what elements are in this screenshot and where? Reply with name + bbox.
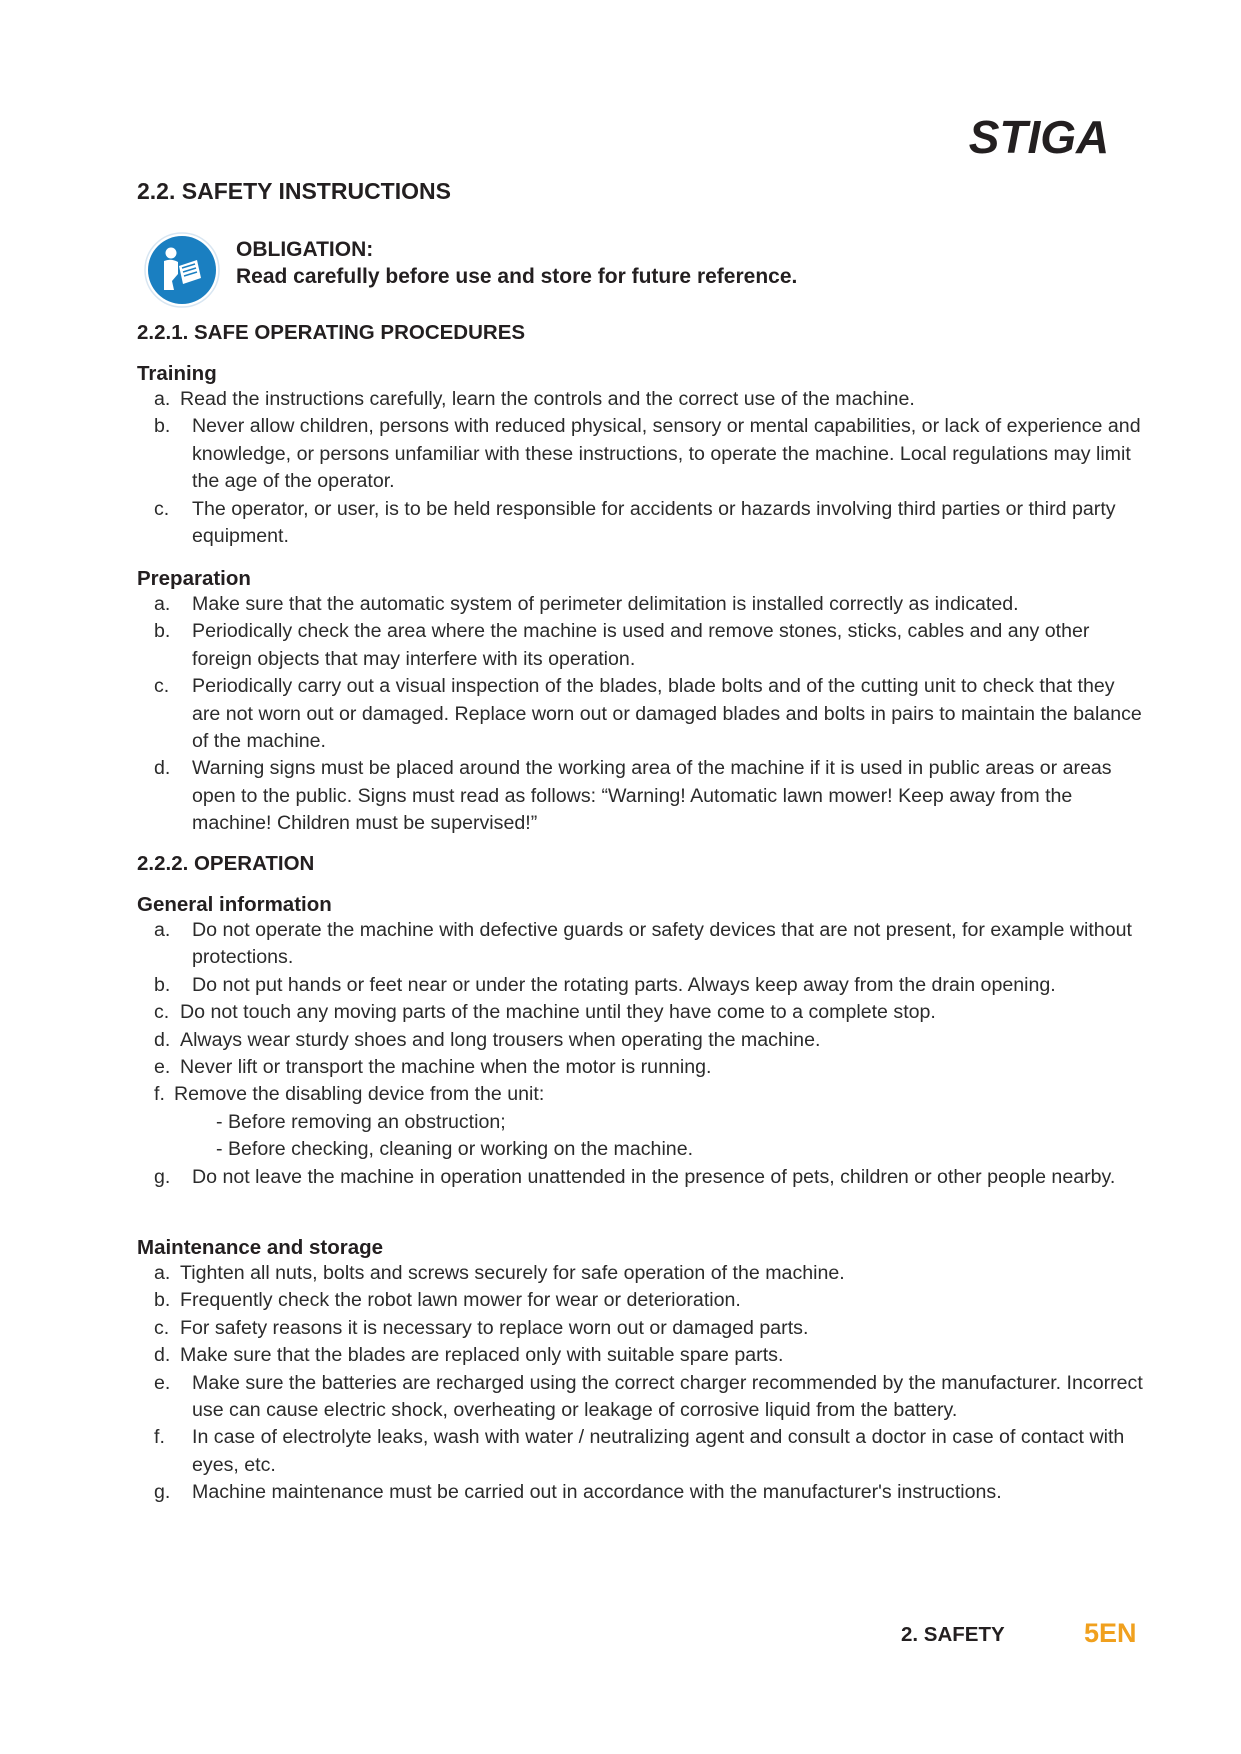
list-item: [137, 1260, 1147, 1287]
item-letter: d.: [154, 1344, 171, 1367]
list-item: [137, 1342, 1147, 1369]
item-text: Read the instructions carefully, learn the controls and the correct use of the machine.: [180, 388, 915, 410]
item-text: Do not operate the machine with defective guards or safety devices that are not present, for example without protections.: [192, 919, 1132, 969]
item-letter: c.: [154, 1316, 170, 1339]
item-letter: f.: [154, 1083, 165, 1106]
item-letter: a.: [154, 593, 171, 615]
list-item: [137, 1479, 1147, 1506]
list-item: [137, 1424, 1147, 1479]
list-item: [137, 673, 1147, 755]
list-item: [137, 1027, 1147, 1054]
item-letter: d.: [154, 757, 171, 780]
item-text: Frequently check the robot lawn mower for wear or deterioration.: [180, 1289, 741, 1312]
item-text: Do not put hands or feet near or under the rotating parts. Always keep away from the drain opening.: [192, 973, 1056, 996]
preparation-list: [137, 591, 1147, 838]
training-list: [137, 386, 1147, 550]
list-subitem: [137, 1136, 1147, 1163]
footer-section: 2. SAFETY: [901, 1623, 1005, 1646]
item-text: Make sure the batteries are recharged using the correct charger recommended by the manufacturer. Incorrect use can cause electric shock, overheating or leakage of corrosive liquid from the battery.: [192, 1371, 1143, 1422]
list-item: [137, 591, 1147, 618]
item-text: For safety reasons it is necessary to replace worn out or damaged parts.: [180, 1316, 809, 1339]
item-letter: b.: [154, 973, 171, 996]
svg-text:STIGA: STIGA: [968, 113, 1110, 157]
list-item: [137, 1370, 1147, 1425]
group-title-maintenance: Maintenance and storage: [137, 1236, 384, 1259]
item-text: Do not leave the machine in operation unattended in the presence of pets, children or other people nearby.: [192, 1165, 1116, 1188]
subsection-title-procedures: 2.2.1. SAFE OPERATING PROCEDURES: [137, 321, 526, 344]
list-subitem: [137, 1109, 1147, 1136]
item-text: Remove the disabling device from the unit:: [174, 1083, 545, 1106]
list-item: [137, 755, 1147, 837]
item-text: Tighten all nuts, bolts and screws securely for safe operation of the machine.: [180, 1262, 845, 1284]
item-text: Do not touch any moving parts of the machine until they have come to a complete stop.: [180, 1001, 936, 1024]
general-list: [137, 917, 1147, 1191]
item-text: Warning signs must be placed around the working area of the machine if it is used in public areas or areas open to the public. Signs must read as follows: “Warning! Automatic lawn mower! Keep away from the machine! Children must be supervised!”: [192, 757, 1112, 835]
list-item: [137, 999, 1147, 1026]
list-item: [137, 1081, 1147, 1108]
list-item: [137, 972, 1147, 999]
read-manual-icon: [144, 232, 220, 308]
list-item: [137, 1164, 1147, 1191]
item-letter: b.: [154, 1289, 171, 1312]
item-text: Never allow children, persons with reduced physical, sensory or mental capabilities, or lack of experience and knowledge, or persons unfamiliar with these instructions, to operate the machine. Local regulations may limit the age of the operator.: [192, 415, 1141, 493]
item-letter: f.: [154, 1426, 165, 1449]
subitem-text: - Before checking, cleaning or working on the machine.: [216, 1138, 694, 1161]
group-title-general: General information: [137, 893, 332, 916]
stiga-logo: [951, 113, 1127, 157]
item-letter: b.: [154, 620, 171, 643]
item-letter: c.: [154, 497, 170, 520]
item-text: Never lift or transport the machine when the motor is running.: [180, 1056, 712, 1079]
item-text: Periodically check the area where the machine is used and remove stones, sticks, cables and any other foreign objects that may interfere with its operation.: [192, 620, 1090, 670]
section-title: 2.2. SAFETY INSTRUCTIONS: [137, 178, 451, 204]
item-letter: e.: [154, 1371, 171, 1394]
item-letter: e.: [154, 1056, 171, 1079]
list-item: [137, 1315, 1147, 1342]
item-text: Make sure that the blades are replaced only with suitable spare parts.: [180, 1344, 784, 1367]
item-text: Periodically carry out a visual inspection of the blades, blade bolts and of the cutting unit to check that they are not worn out or damaged. Replace worn out or damaged blades and bolts in pairs to maintain the balance of the machine.: [192, 675, 1142, 753]
item-text: Always wear sturdy shoes and long trousers when operating the machine.: [180, 1028, 821, 1051]
subitem-text: - Before removing an obstruction;: [216, 1110, 506, 1133]
item-text: Make sure that the automatic system of perimeter delimitation is installed correctly as indicated.: [192, 593, 1019, 615]
group-title-training: Training: [137, 362, 217, 385]
list-item: [137, 1287, 1147, 1314]
list-item: [137, 1054, 1147, 1081]
page-number: 5EN: [1084, 1618, 1137, 1648]
item-text: The operator, or user, is to be held responsible for accidents or hazards involving third parties or third party equipment.: [192, 497, 1116, 548]
obligation-text: Read carefully before use and store for future reference.: [236, 265, 798, 288]
list-item: [137, 496, 1147, 551]
obligation-title: OBLIGATION:: [236, 238, 374, 261]
item-letter: a.: [154, 1262, 171, 1284]
item-letter: d.: [154, 1028, 171, 1051]
item-text: In case of electrolyte leaks, wash with water / neutralizing agent and consult a doctor in case of contact with eyes, etc.: [192, 1426, 1125, 1476]
group-title-preparation: Preparation: [137, 567, 251, 590]
item-letter: a.: [154, 388, 171, 410]
list-item: [137, 917, 1147, 972]
item-letter: g.: [154, 1481, 171, 1504]
list-item: [137, 618, 1147, 673]
item-letter: g.: [154, 1165, 171, 1188]
list-item: [137, 386, 1147, 413]
item-letter: b.: [154, 415, 171, 438]
item-letter: a.: [154, 919, 171, 941]
item-text: Machine maintenance must be carried out in accordance with the manufacturer's instructions.: [192, 1481, 1002, 1504]
item-letter: c.: [154, 675, 170, 698]
maintenance-list: [137, 1260, 1147, 1507]
item-letter: c.: [154, 1001, 170, 1024]
list-item: [137, 413, 1147, 495]
subsection-title-operation: 2.2.2. OPERATION: [137, 852, 315, 875]
